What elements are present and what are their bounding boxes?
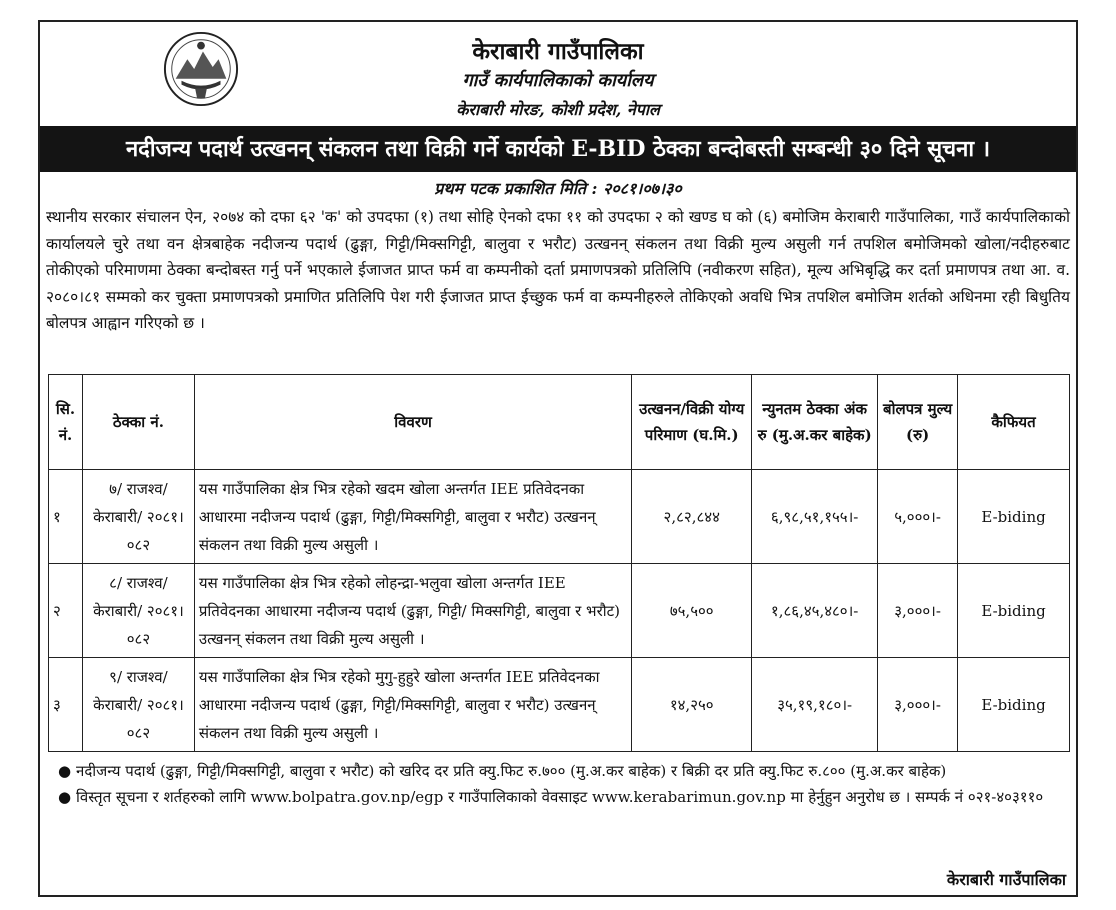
signature: केराबारी गाउँपालिका <box>946 870 1066 889</box>
cell-bid-price: ३,०००।- <box>878 564 958 658</box>
office-subtitle: गाउँ कार्यपालिकाको कार्यालय <box>462 70 654 91</box>
header-bid-price: बोलपत्र मुल्य (रु) <box>878 375 958 470</box>
notice-frame <box>38 20 1078 897</box>
note-text: विस्तृत सूचना र शर्तहरुको लागि www.bolpatra.gov.np/egp र गाउँपालिकाको वेवसाइट www.kerabarimun.gov.np मा हेर्नुहुन अनुरोध छ । सम्पर्क नं ०२१-४०३११० <box>76 788 1044 806</box>
table-header-row <box>49 375 1070 470</box>
cell-quantity: ७५,५०० <box>632 564 752 658</box>
header-contract: ठेक्का नं. <box>82 375 194 470</box>
cell-remarks: E-biding <box>958 658 1070 752</box>
notice-banner: नदीजन्य पदार्थ उत्खनन् संकलन तथा विक्री गर्ने कार्यको E-BID ठेक्का बन्दोबस्ती सम्बन्धी ३० दिने सूचना । <box>40 126 1076 172</box>
cell-min-amount: ६,९८,५१,१५५।- <box>752 470 878 564</box>
bullet-icon: ● <box>58 762 72 780</box>
cell-quantity: १४,२५० <box>632 658 752 752</box>
header-sn: सि. नं. <box>49 375 83 470</box>
note-item <box>58 758 1070 784</box>
cell-bid-price: ३,०००।- <box>878 658 958 752</box>
cell-min-amount: १,८६,४५,४८०।- <box>752 564 878 658</box>
notice-body: स्थानीय सरकार संचालन ऐन, २०७४ को दफा ६२ 'क' को उपदफा (१) तथा सोहि ऐनको दफा ११ को उपदफा २ को खण्ड घ को (६) बमोजिम केराबारी गाउँपालिका, गाउँ कार्यपालिकाको कार्यालयले चुरे तथा वन क्षेत्रबाहेक नदीजन्य पदार्थ (ढुङ्गा, गिट्टी/मिक्सगिट्टी, बालुवा र भरौट) उत्खनन् संकलन तथा विक्री मुल्य असुली गर्न तपशिल बमोजिमको खोला/नदीहरुबाट तोकीएको परिमाणमा ठेक्का बन्दोबस्त गर्नु पर्ने भएकाले ईजाजत प्राप्त फर्म वा कम्पनीको दर्ता प्रमाणपत्रको प्रतिलिपि (नवीकरण सहित), मूल्य अभिबृद्धि कर दर्ता प्रमाणपत्र तथा आ. व. २०८०।८१ सम्मको कर चुक्ता प्रमाणपत्रको प्रमाणित प्रतिलिपि पेश गरी ईजाजत प्राप्त ईच्छुक फर्म वा कम्पनीहरुले तोकिएको अवधि भित्र तपशिल बमोजिम शर्तको अधिनमा रही बिधुतिय बोलपत्र आह्वान गरिएको छ । <box>46 208 1070 332</box>
header-description: विवरण <box>194 375 631 470</box>
note-text: नदीजन्य पदार्थ (ढुङ्गा, गिट्टी/मिक्सगिट्टी, बालुवा र भरौट) को खरिद दर प्रति क्यु.फिट रु.७०० (मु.अ.कर बाहेक) र बिक्री दर प्रति क्यु.फिट रु.८०० (मु.अ.कर बाहेक) <box>76 762 947 780</box>
cell-sn: १ <box>49 470 83 564</box>
cell-quantity: २,८२,८४४ <box>632 470 752 564</box>
cell-description: यस गाउँपालिका क्षेत्र भित्र रहेको खदम खोला अन्तर्गत IEE प्रतिवेदनका आधारमा नदीजन्य पदार्थ (ढुङ्गा, गिट्टी/मिक्सगिट्टी, बालुवा र भरौट) उत्खनन् संकलन तथा विक्री मुल्य असुली । <box>194 470 631 564</box>
notice-header <box>40 22 1076 124</box>
header-remarks: कैफियत <box>958 375 1070 470</box>
office-address: केराबारी मोरङ, कोशी प्रदेश, नेपाल <box>456 100 660 119</box>
cell-sn: ३ <box>49 658 83 752</box>
cell-contract: ८/ राजश्व/ केराबारी/ २०८१।०८२ <box>82 564 194 658</box>
cell-sn: २ <box>49 564 83 658</box>
bullet-icon: ● <box>58 788 72 806</box>
publish-date: प्रथम पटक प्रकाशित मिति : २०८१।०७।३० <box>434 179 682 198</box>
table-row <box>49 658 1070 752</box>
cell-contract: ९/ राजश्व/ केराबारी/ २०८१।०८२ <box>82 658 194 752</box>
note-item <box>58 784 1070 810</box>
office-title: केराबारी गाउँपालिका <box>472 38 644 65</box>
cell-description: यस गाउँपालिका क्षेत्र भित्र रहेको लोहन्द्रा-भलुवा खोला अन्तर्गत IEE प्रतिवेदनका आधारमा नदीजन्य पदार्थ (ढुङ्गा, गिट्टी/ मिक्सगिट्टी, बालुवा र भरौट) उत्खनन् संकलन तथा विक्री मुल्य असुली । <box>194 564 631 658</box>
table-row <box>49 470 1070 564</box>
cell-remarks: E-biding <box>958 470 1070 564</box>
tender-table <box>48 374 1070 752</box>
cell-min-amount: ३५,१९,१८०।- <box>752 658 878 752</box>
cell-description: यस गाउँपालिका क्षेत्र भित्र रहेको मुगु-हुहुरे खोला अन्तर्गत IEE प्रतिवेदनका आधारमा नदीजन्य पदार्थ (ढुङ्गा, गिट्टी/मिक्सगिट्टी, बालुवा र भरौट) उत्खनन् संकलन तथा विक्री मुल्य असुली । <box>194 658 631 752</box>
notes-section <box>58 758 1070 810</box>
cell-contract: ७/ राजश्व/ केराबारी/ २०८१।०८२ <box>82 470 194 564</box>
table-row <box>49 564 1070 658</box>
header-quantity: उत्खनन/विक्री योग्य परिमाण (घ.मि.) <box>632 375 752 470</box>
cell-remarks: E-biding <box>958 564 1070 658</box>
header-min-amount: न्युनतम ठेक्का अंक रु (मु.अ.कर बाहेक) <box>752 375 878 470</box>
cell-bid-price: ५,०००।- <box>878 470 958 564</box>
